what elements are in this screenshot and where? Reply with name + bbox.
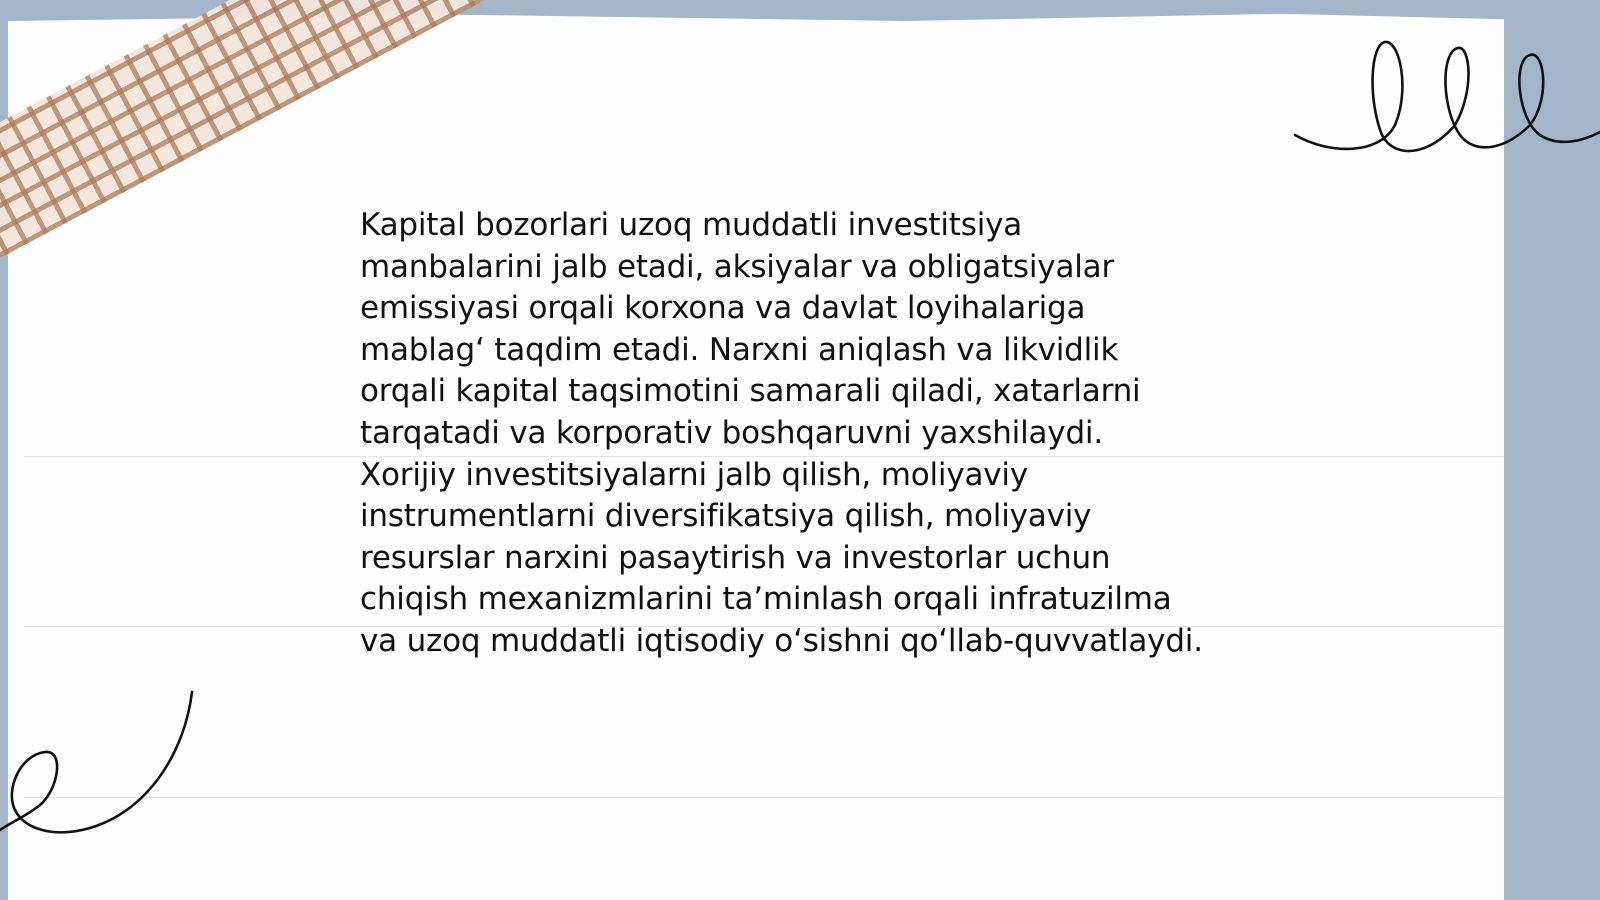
body-text: Kapital bozorlari uzoq muddatli investitsiya manbalarini jalb etadi, aksiyalar va obligatsiyalar emissiyasi orqali korxona va davlat loyihalariga mablagʻ taqdim etadi. Narxni aniqlash va likvidlik orqali kapital taqsimotini samarali qiladi, xatarlarni tarqatadi va korporativ boshqaruvni yaxshilaydi. Xorijiy investitsiyalarni jalb qilish, moliyaviy instrumentlarni diversifikatsiya qilish, moliyaviy resurslar narxini pasaytirish va investorlar uchun chiqish mexanizmlarini taʼminlash orqali infratuzilma va uzoq muddatli iqtisodiy oʻsishni qoʻllab-quvvatlaydi. [360,207,1203,659]
loop-squiggle-icon [1290,30,1600,170]
paper-rule-line [24,797,1508,798]
swirl-doodle-icon [0,690,200,850]
